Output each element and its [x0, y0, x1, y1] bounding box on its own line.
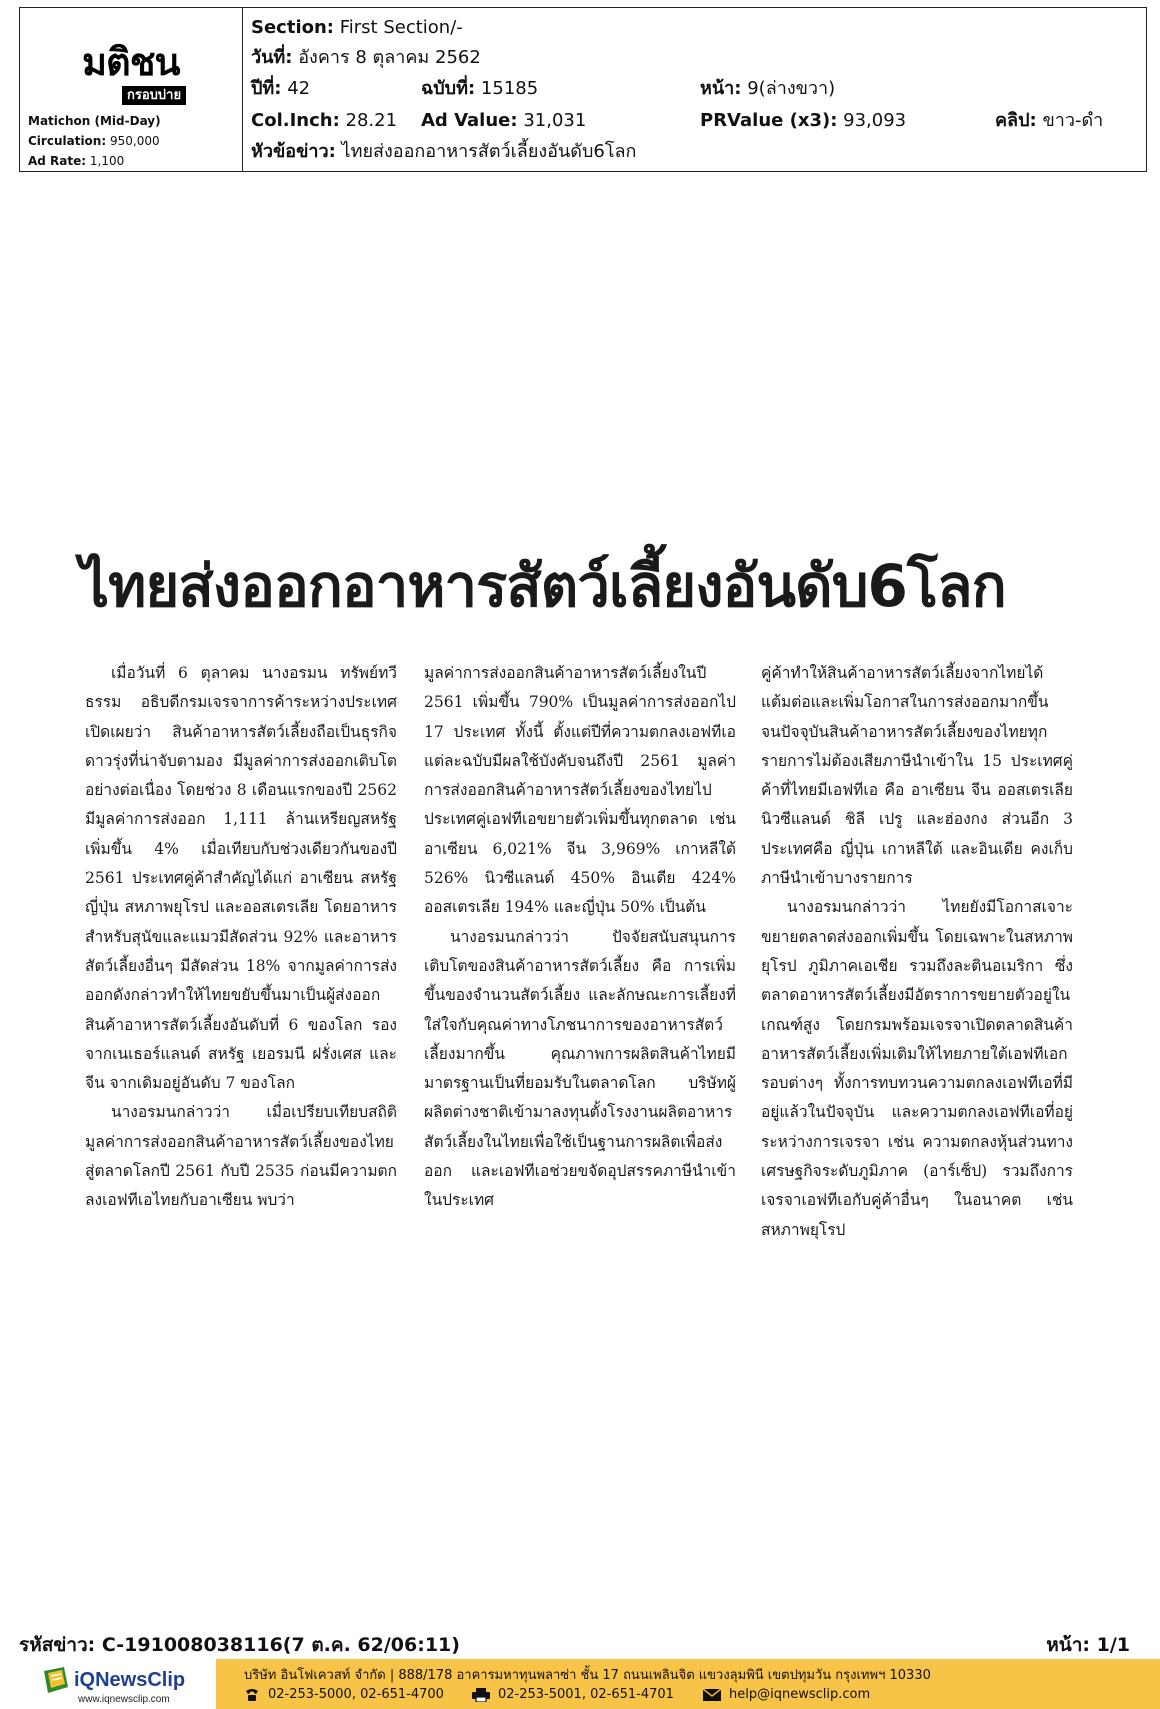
- pr-value-field: PRValue (x3): 93,093: [700, 110, 907, 131]
- headline-field: หัวข้อข่าว: ไทยส่งออกอาหารสัตว์เลี้ยงอันดับ6โลก: [251, 141, 637, 162]
- fax-icon: [472, 1688, 490, 1702]
- ad-value-field: Ad Value: 31,031: [421, 110, 587, 131]
- clip-type-field: คลิป: ขาว-ดำ: [995, 110, 1104, 131]
- envelope-icon: [703, 1689, 721, 1701]
- page-number: หน้า: 1/1: [1046, 1634, 1130, 1656]
- year-field: ปีที่: 42: [251, 78, 311, 99]
- brand-website: www.iqnewsclip.com: [78, 1694, 170, 1705]
- email-contact: help@iqnewsclip.com: [703, 1687, 870, 1702]
- article-paragraph: มูลค่าการส่งออกสินค้าอาหารสัตว์เลี้ยงในปี 2561 เพิ่มขึ้น 790% เป็นมูลค่าการส่งออกไป 17 ประเทศ ทั้งนี้ ตั้งแต่ปีที่ความตกลงเอฟทีเอแต่ละฉบับมีผลใช้บังคับจนถึงปี 2561 มูลค่าการส่งออกสินค้าอาหารสัตว์เลี้ยงของไทยไปประเทศคู่เอฟทีเอขยายตัวเพิ่มขึ้นทุกตลาด เช่น อาเซียน 6,021% จีน 3,969% เกาหลีใต้ 526% นิวซีแลนด์ 450% อินเดีย 424% ออสเตรเลีย 194% และญี่ปุ่น 50% เป็นต้น: [424, 664, 736, 917]
- article-paragraph: นางอรมนกล่าวว่า เมื่อเปรียบเทียบสถิติมูลค่าการส่งออกสินค้าอาหารสัตว์เลี้ยงของไทยสู่ตลาดโลกปี 2561 กับปี 2535 ก่อนมีความตกลงเอฟทีเอไทยกับอาเซียน พบว่า: [85, 1103, 397, 1210]
- company-address: บริษัท อินโฟเควสท์ จำกัด | 888/178 อาคารมหาทุนพลาซ่า ชั้น 17 ถนนเพลินจิต แขวงลุมพินี เขตปทุมวัน กรุงเทพฯ 10330: [244, 1668, 931, 1683]
- article-column-3: [761, 659, 1073, 1245]
- col-inch-field: Col.Inch: 28.21: [251, 110, 398, 131]
- publication-name: Matichon (Mid-Day): [28, 114, 161, 128]
- iqnewsclip-logo: [42, 1667, 202, 1707]
- article-paragraph: คู่ค้าทำให้สินค้าอาหารสัตว์เลี้ยงจากไทยได้แต้มต่อและเพิ่มโอกาสในการส่งออกมากขึ้น จนปัจจุบันสินค้าอาหารสัตว์เลี้ยงของไทยทุกรายการไม่ต้องเสียภาษีนำเข้าใน 15 ประเทศคู่ค้าที่ไทยมีเอฟทีเอ คือ อาเซียน จีน ออสเตรเลีย นิวซีแลนด์ ชิลี เปรู และฮ่องกง ส่วนอีก 3 ประเทศคือ ญี่ปุ่น เกาหลีใต้ และอินเดีย คงเก็บภาษีนำเข้าบางรายการ: [761, 664, 1073, 888]
- article-column-2: [424, 659, 736, 1216]
- phone-contact: 02-253-5000, 02-651-4700: [244, 1687, 444, 1702]
- section-field: Section: First Section/-: [251, 17, 463, 38]
- article-paragraph: นางอรมนกล่าวว่า ปัจจัยสนับสนุนการเติบโตของสินค้าอาหารสัตว์เลี้ยง คือ การเพิ่มขึ้นของจำนวนสัตว์เลี้ยง และลักษณะการเลี้ยงที่ใส่ใจกับคุณค่าทางโภชนาการของอาหารสัตว์เลี้ยงมากขึ้น คุณภาพการผลิตสินค้าไทยมีมาตรฐานเป็นที่ยอมรับในตลาดโลก บริษัทผู้ผลิตต่างชาติเข้ามาลงทุนตั้งโรงงานผลิตอาหารสัตว์เลี้ยงในไทยเพื่อใช้เป็นฐานการผลิตเพื่อส่งออก และเอฟทีเอช่วยขจัดอุปสรรคภาษีนำเข้าในประเทศ: [424, 927, 736, 1210]
- newspaper-icon: [42, 1667, 74, 1695]
- phone-icon: [244, 1688, 260, 1702]
- ad-rate: Ad Rate: 1,100: [28, 154, 125, 168]
- fax-contact: 02-253-5001, 02-651-4701: [472, 1687, 674, 1702]
- news-code: รหัสข่าว: C-191008038116(7 ต.ค. 62/06:11): [19, 1634, 460, 1656]
- article-paragraph: เมื่อวันที่ 6 ตุลาคม นางอรมน ทรัพย์ทวีธรรม อธิบดีกรมเจรจาการค้าระหว่างประเทศ เปิดเผยว่า สินค้าอาหารสัตว์เลี้ยงถือเป็นธุรกิจดาวรุ่งที่น่าจับตามอง มีมูลค่าการส่งออกเติบโตอย่างต่อเนื่อง โดยช่วง 8 เดือนแรกของปี 2562 มีมูลค่าการส่งออก 1,111 ล้านเหรียญสหรัฐ เพิ่มขึ้น 4% เมื่อเทียบกับช่วงเดียวกันของปี 2561 ประเทศคู่ค้าสำคัญได้แก่ อาเซียน สหรัฐ ญี่ปุ่น สหภาพยุโรป และออสเตรเลีย โดยอาหารสำหรับสุนัขและแมวมีสัดส่วน 92% และอาหารสัตว์เลี้ยงอื่นๆ มีสัดส่วน 18% จากมูลค่าการส่งออกดังกล่าวทำให้ไทยขยับขึ้นมาเป็นผู้ส่งออกสินค้าอาหารสัตว์เลี้ยงอันดับที่ 6 ของโลก รองจากเนเธอร์แลนด์ สหรัฐ เยอรมนี ฝรั่งเศส และจีน จากเดิมอยู่อันดับ 7 ของโลก: [85, 664, 397, 1093]
- article-headline: ไทยส่งออกอาหารสัตว์เลี้ยงอันดับ6โลก: [80, 552, 1006, 620]
- edition-tag: กรอบบ่าย: [122, 86, 186, 105]
- article-column-1: [85, 659, 397, 1216]
- page-field: หน้า: 9(ล่างขวา): [700, 78, 836, 99]
- article-paragraph: นางอรมนกล่าวว่า ไทยยังมีโอกาสเจาะขยายตลาดส่งออกเพิ่มขึ้น โดยเฉพาะในสหภาพยุโรป ภูมิภาคเอเชีย รวมถึงละตินอเมริกา ซึ่งตลาดอาหารสัตว์เลี้ยงมีอัตราการขยายตัวอยู่ในเกณฑ์สูง โดยกรมพร้อมเจรจาเปิดตลาดสินค้าอาหารสัตว์เลี้ยงเพิ่มเติมให้ไทยภายใต้เอฟทีเอกรอบต่างๆ ทั้งการทบทวนความตกลงเอฟทีเอที่มีอยู่แล้วในปัจจุบัน และความตกลงเอฟทีเอที่อยู่ระหว่างการเจรจา เช่น ความตกลงหุ้นส่วนทางเศรษฐกิจระดับภูมิภาค (อาร์เซ็ป) รวมถึงการเจรจาเอฟทีเอกับคู่ค้าอื่นๆ ในอนาคต เช่น สหภาพยุโรป: [761, 898, 1073, 1239]
- date-field: วันที่: อังคาร 8 ตุลาคม 2562: [251, 47, 481, 68]
- clip-header: [19, 7, 1147, 172]
- circulation: Circulation: 950,000: [28, 134, 160, 148]
- publication-panel: [20, 8, 243, 171]
- publication-logo: มติชน: [82, 40, 180, 84]
- brand-name: iQNewsClip: [74, 1669, 186, 1691]
- issue-field: ฉบับที่: 15185: [421, 78, 539, 99]
